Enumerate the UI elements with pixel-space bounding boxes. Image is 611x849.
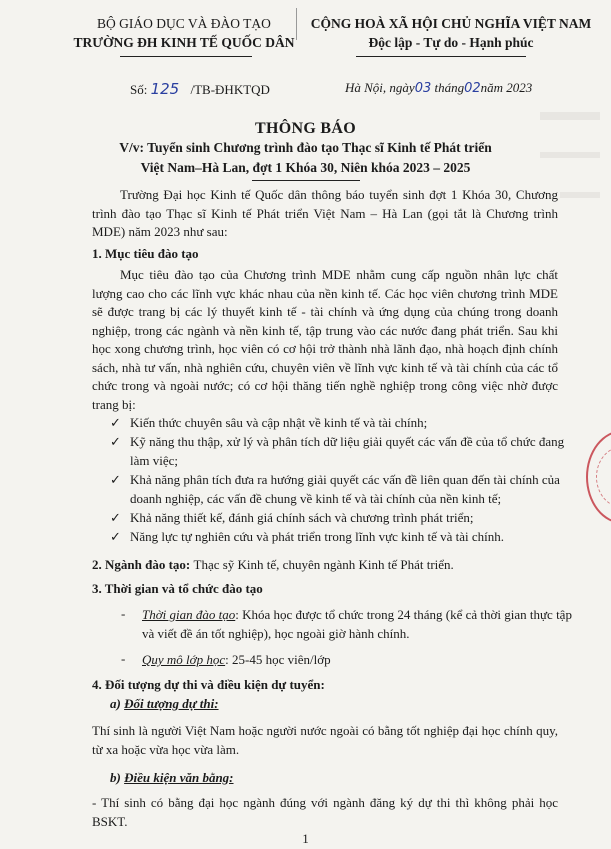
date-day-handwritten: 03 <box>414 81 432 96</box>
reference-number <box>130 80 270 98</box>
intro-paragraph: Trường Đại học Kinh tế Quốc dân thông báo tuyển sinh đợt 1 Khóa 30, Chương trình đào tạo Thạc sĩ Kinh tế Phát triển Việt Nam – Hà Lan (gọi tắt là Chương trình MDE) năm 2023 như sau: <box>92 187 558 239</box>
ref-prefix: Số: <box>130 82 148 97</box>
list-item-text: Kiến thức chuyên sâu và cập nhật về kinh tế và tài chính; <box>130 415 428 430</box>
section-2-label: 2. Ngành đào tạo: <box>92 557 191 572</box>
header-right <box>300 14 602 52</box>
check-icon: ✓ <box>110 472 121 487</box>
header-left <box>72 14 296 52</box>
section-3-heading: 3. Thời gian và tổ chức đào tạo <box>92 581 263 596</box>
ref-suffix: /TB-ĐHKTQD <box>190 82 270 97</box>
section-4a-prefix: a) <box>110 696 121 711</box>
university-name: TRƯỜNG ĐH KINH TẾ QUỐC DÂN <box>73 35 295 50</box>
ministry-name: BỘ GIÁO DỤC VÀ ĐÀO TẠO <box>97 16 271 31</box>
section-4-heading: 4. Đối tượng dự thi và điều kiện dự tuyển: <box>92 677 325 692</box>
national-motto: Độc lập - Tự do - Hạnh phúc <box>368 35 534 50</box>
list-item <box>110 528 570 547</box>
list-item <box>110 414 570 433</box>
section-2-heading <box>92 557 454 573</box>
dash-bullet: - <box>121 651 126 666</box>
section-4b-label: Điều kiện văn bằng: <box>124 770 234 785</box>
date-place: Hà Nội, ngày <box>345 80 415 95</box>
check-icon: ✓ <box>110 415 121 430</box>
header-divider <box>296 8 297 40</box>
section-4b-prefix: b) <box>110 770 121 785</box>
section-4b-text: - Thí sinh có bằng đại học ngành đúng với ngành đăng ký dự thi thì không phải học BSKT. <box>92 795 558 829</box>
section-2-text: Thạc sỹ Kinh tế, chuyên ngành Kinh tế Phát triển. <box>193 557 454 572</box>
date-month-handwritten: 02 <box>464 81 481 96</box>
document-subject-line-1: V/v: Tuyển sinh Chương trình đào tạo Thạc sĩ Kinh tế Phát triển <box>119 140 492 155</box>
document-title: THÔNG BÁO <box>255 120 356 137</box>
section-4a-label: Đối tượng dự thi: <box>124 696 219 711</box>
list-item <box>110 471 570 508</box>
list-item-text: Khả năng thiết kế, đánh giá chính sách và chương trình phát triển; <box>130 510 474 525</box>
title-rule <box>252 180 360 181</box>
class-size <box>142 651 572 670</box>
list-item-text: Năng lực tự nghiên cứu và phát triển trong lĩnh vực kinh tế và tài chính. <box>130 529 505 544</box>
section-4a-heading <box>110 696 219 712</box>
class-size-text: : 25-45 học viên/lớp <box>225 652 331 667</box>
bleed-through <box>560 192 600 198</box>
training-duration <box>142 606 572 643</box>
date-month-word: tháng <box>434 80 465 95</box>
bleed-through <box>540 112 600 120</box>
issue-date <box>345 80 532 96</box>
country-name: CỘNG HOÀ XÃ HỘI CHỦ NGHĨA VIỆT NAM <box>310 16 592 31</box>
list-item <box>110 509 570 528</box>
document-subject-line-2: Việt Nam–Hà Lan, đợt 1 Khóa 30, Niên khóa 2023 – 2025 <box>140 160 471 175</box>
section-4b-heading <box>110 770 234 786</box>
check-icon: ✓ <box>110 434 121 449</box>
class-size-label: Quy mô lớp học <box>142 652 226 667</box>
header-left-rule <box>120 56 252 57</box>
list-item-text: Kỹ năng thu thập, xử lý và phân tích dữ liệu giải quyết các vấn đề của tổ chức đang làm việc; <box>130 434 565 468</box>
list-item <box>110 433 570 470</box>
date-year: năm 2023 <box>480 80 533 95</box>
section-1-body: Mục tiêu đào tạo của Chương trình MDE nhằm cung cấp nguồn nhân lực chất lượng cao cho các lĩnh vực khác nhau của nền kinh tế. Các học viên chương trình MDE sẽ được trang bị các lý thuyết kinh tế - tài chính và ứng dụng của chúng trong doanh nghiệp, trong các ngành và nền kinh tế, tập trung vào các nước đang phát triển. Sau khi học xong chương trình, học viên có cơ hội trở thành nhà lãnh đạo, nhà hoạch định chính sách, nhà tư vấn, nhà nghiên cứu, chuyên viên về lĩnh vực kinh tế và tài chính của các tổ chức trong và ngoài nước; có cơ hội thăng tiến nghề nghiệp trong công việc nhờ được trang bị: <box>92 267 558 412</box>
check-icon: ✓ <box>110 510 121 525</box>
section-4a-text: Thí sinh là người Việt Nam hoặc người nước ngoài có bằng tốt nghiệp đại học chính quy, từ xa hoặc vừa học vừa làm. <box>92 723 558 757</box>
header-right-rule <box>356 56 526 57</box>
check-icon: ✓ <box>110 529 121 544</box>
section-1-heading: 1. Mục tiêu đào tạo <box>92 246 199 261</box>
training-duration-label: Thời gian đào tạo <box>142 607 236 622</box>
list-item-text: Khả năng phân tích đưa ra hướng giải quyết các vấn đề liên quan đến tài chính của doanh nghiệp, các vấn đề chung về kinh tế và tài chính của nền kinh tế; <box>130 472 560 506</box>
ref-number-handwritten: 125 <box>150 80 180 98</box>
page-number: 1 <box>302 831 309 846</box>
training-duration-text: : Khóa học được tổ chức trong 24 tháng (kể cả thời gian thực tập và viết đề án tốt nghiệp), học ngoài giờ hành chính. <box>142 607 572 641</box>
dash-bullet: - <box>121 606 126 621</box>
